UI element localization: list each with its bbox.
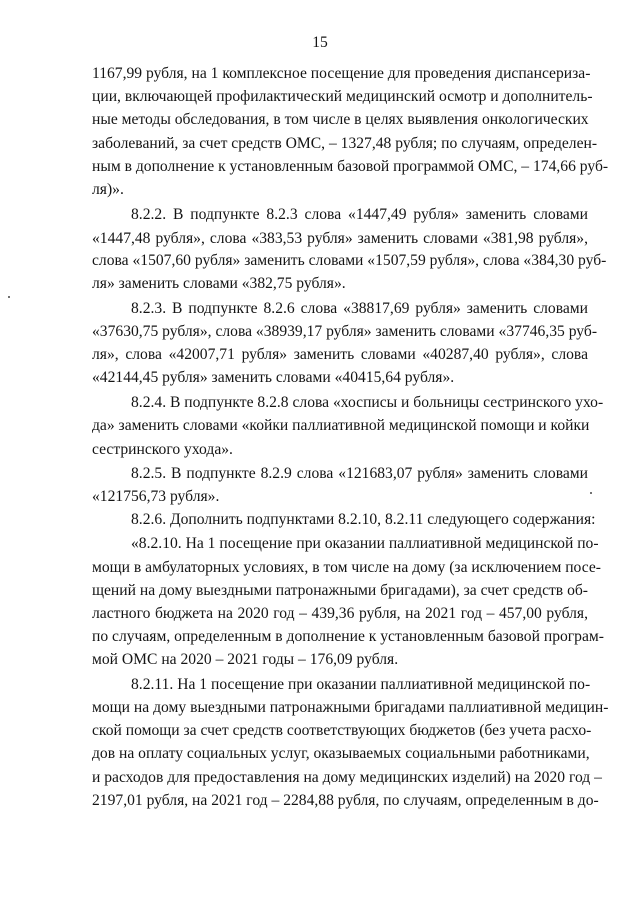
text-line: «8.2.10. На 1 посещение при оказании паллиативной медицинской по- bbox=[131, 535, 599, 552]
text-line: слова «1507,60 рубля» заменить словами «1507,59 рубля», слова «384,30 руб- bbox=[92, 252, 607, 269]
text-line: «1447,48 рубля», слова «383,53 рубля» заменить словами «381,98 рубля», bbox=[92, 230, 588, 247]
text-line: «37630,75 рубля», слова «38939,17 рубля» заменить словами «37746,35 руб- bbox=[92, 323, 598, 340]
text-line: 8.2.6. Дополнить подпунктами 8.2.10, 8.2.11 следующего содержания: bbox=[131, 511, 596, 528]
scan-speck bbox=[590, 492, 592, 494]
text-line: 8.2.2. В подпункте 8.2.3 слова «1447,49 рубля» заменить словами bbox=[131, 206, 588, 223]
text-line: ные методы обследования, в том числе в целях выявления онкологических bbox=[92, 111, 589, 128]
text-line: по случаям, определенным в дополнение к установленным базовой програм- bbox=[92, 628, 604, 645]
text-line: дов на оплату социальных услуг, оказываемых социальными работниками, bbox=[92, 745, 590, 762]
text-line: да» заменить словами «койки паллиативной медицинской помощи и койки bbox=[92, 417, 590, 434]
text-line: заболеваний, за счет средств ОМС, – 1327,48 рубля; по случаям, определен- bbox=[92, 135, 598, 152]
text-line: щений на дому выездными патронажными бригадами), за счет средств об- bbox=[92, 582, 588, 599]
text-line: 8.2.3. В подпункте 8.2.6 слова «38817,69 рубля» заменить словами bbox=[131, 300, 588, 317]
text-line: «42144,45 рубля» заменить словами «40415,64 рубля». bbox=[92, 369, 455, 386]
text-line: ля», слова «42007,71 рубля» заменить словами «40287,40 рубля», слова bbox=[92, 346, 588, 363]
text-line: ластного бюджета на 2020 год – 439,36 рубля, на 2021 год – 457,00 рубля, bbox=[92, 605, 588, 622]
text-line: мой ОМС на 2020 – 2021 годы – 176,09 рубля. bbox=[92, 651, 399, 668]
text-line: ля» заменить словами «382,75 рубля». bbox=[92, 275, 346, 292]
text-line: и расходов для предоставления на дому медицинских изделий) на 2020 год – bbox=[92, 769, 602, 786]
text-line: мощи на дому выездными патронажными бригадами паллиативной медицин- bbox=[92, 699, 609, 716]
text-line: 2197,01 рубля, на 2021 год – 2284,88 рубля, по случаям, определенным в до- bbox=[92, 792, 599, 809]
page-number: 15 bbox=[312, 34, 328, 51]
text-line: мощи в амбулаторных условиях, в том числе на дому (за исключением посе- bbox=[92, 559, 601, 576]
text-line: 8.2.11. На 1 посещение при оказании паллиативной медицинской по- bbox=[131, 676, 591, 693]
text-line: ской помощи за счет средств соответствующих бюджетов (без учета расхо- bbox=[92, 722, 592, 739]
text-line: 8.2.4. В подпункте 8.2.8 слова «хосписы и больницы сестринского ухо- bbox=[131, 394, 604, 411]
text-line: ля)». bbox=[92, 181, 124, 198]
text-line: «121756,73 рубля». bbox=[92, 488, 220, 505]
text-line: 8.2.5. В подпункте 8.2.9 слова «121683,07 рубля» заменить словами bbox=[131, 465, 588, 482]
scan-speck bbox=[8, 296, 10, 298]
text-line: 1167,99 рубля, на 1 комплексное посещение для проведения диспансериза- bbox=[92, 65, 591, 82]
text-line: сестринского ухода». bbox=[92, 441, 233, 458]
text-line: ции, включающей профилактический медицинский осмотр и дополнитель- bbox=[92, 88, 593, 105]
text-line: ным в дополнение к установленным базовой программой ОМС, – 174,66 руб- bbox=[92, 158, 609, 175]
